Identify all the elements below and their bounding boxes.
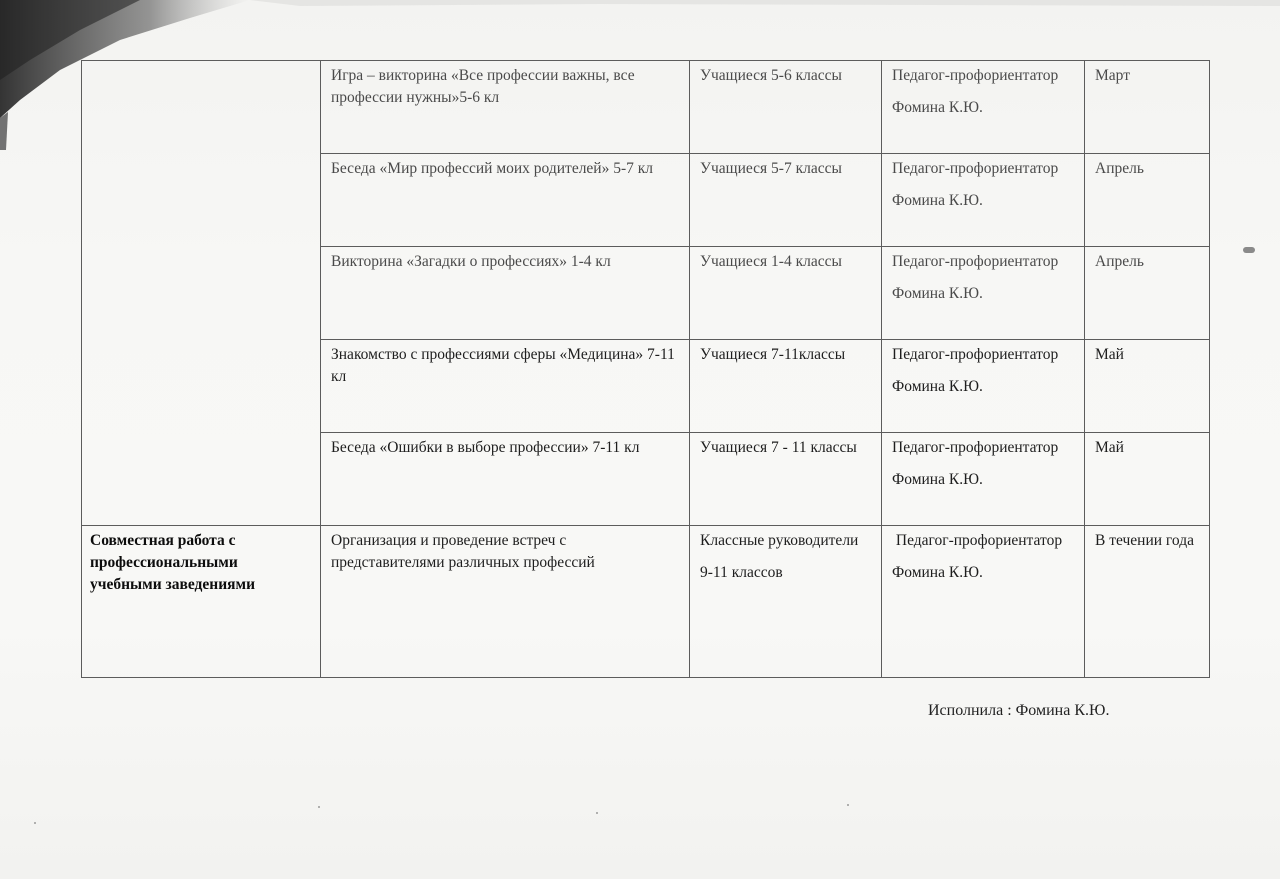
scan-speck — [1243, 247, 1255, 253]
responsible-role: Педагог-профориентатор — [892, 346, 1059, 363]
date-cell: Март — [1085, 61, 1210, 154]
career-guidance-plan-table — [81, 60, 1210, 678]
responsible-role: Педагог-профориентатор — [892, 67, 1059, 84]
participants-line: Классные руководители — [700, 532, 859, 549]
event-cell: Организация и проведение встреч с представителями различных профессий — [321, 526, 690, 678]
responsible-role: Педагог-профориентатор — [892, 532, 1063, 549]
responsible-name: Фомина К.Ю. — [892, 99, 983, 116]
responsible-role: Педагог-профориентатор — [892, 160, 1059, 177]
signature-line: Исполнила : Фомина К.Ю. — [928, 702, 1110, 719]
responsible-name: Фомина К.Ю. — [892, 564, 983, 581]
responsible-name: Фомина К.Ю. — [892, 192, 983, 209]
responsible-name: Фомина К.Ю. — [892, 378, 983, 395]
date-cell: Апрель — [1085, 247, 1210, 340]
responsible-cell — [882, 340, 1085, 433]
event-cell: Беседа «Ошибки в выборе профессии» 7-11 кл — [321, 433, 690, 526]
event-cell: Беседа «Мир профессий моих родителей» 5-7 кл — [321, 154, 690, 247]
scan-speck — [847, 804, 849, 806]
event-cell: Знакомство с профессиями сферы «Медицина» 7-11 кл — [321, 340, 690, 433]
section-title-cell: Совместная работа с профессиональными учебными заведениями — [82, 526, 321, 678]
date-cell: Май — [1085, 433, 1210, 526]
participants-line: 9-11 классов — [700, 564, 783, 581]
participants-cell: Учащиеся 7-11классы — [690, 340, 882, 433]
participants-cell — [690, 526, 882, 678]
scan-speck — [596, 812, 598, 814]
date-cell: В течении года — [1085, 526, 1210, 678]
scan-speck — [34, 822, 36, 824]
event-cell: Игра – викторина «Все профессии важны, все профессии нужны»5-6 кл — [321, 61, 690, 154]
participants-cell: Учащиеся 1-4 классы — [690, 247, 882, 340]
participants-cell: Учащиеся 5-6 классы — [690, 61, 882, 154]
scan-speck — [318, 806, 320, 808]
section-cell-empty — [82, 61, 321, 526]
responsible-cell — [882, 61, 1085, 154]
responsible-role: Педагог-профориентатор — [892, 253, 1059, 270]
date-cell: Май — [1085, 340, 1210, 433]
table-row — [82, 61, 1210, 154]
responsible-name: Фомина К.Ю. — [892, 471, 983, 488]
participants-cell: Учащиеся 7 - 11 классы — [690, 433, 882, 526]
participants-cell: Учащиеся 5-7 классы — [690, 154, 882, 247]
responsible-role: Педагог-профориентатор — [892, 439, 1059, 456]
responsible-name: Фомина К.Ю. — [892, 285, 983, 302]
table-row-section — [82, 526, 1210, 678]
responsible-cell — [882, 154, 1085, 247]
responsible-cell — [882, 526, 1085, 678]
responsible-cell — [882, 433, 1085, 526]
responsible-cell — [882, 247, 1085, 340]
event-cell: Викторина «Загадки о профессиях» 1-4 кл — [321, 247, 690, 340]
date-cell: Апрель — [1085, 154, 1210, 247]
